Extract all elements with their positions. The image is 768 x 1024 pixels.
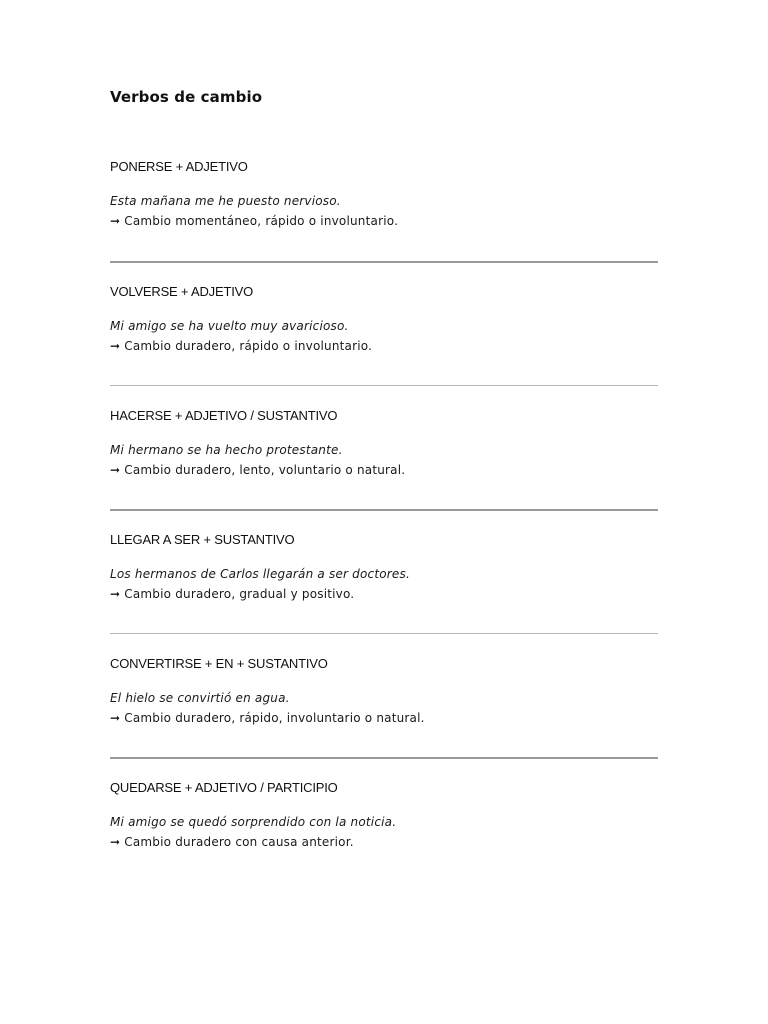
section-example: Los hermanos de Carlos llegarán a ser doctores. — [110, 567, 410, 581]
section-heading: QUEDARSE + ADJETIVO / PARTICIPIO — [110, 780, 338, 795]
section-example: Mi hermano se ha hecho protestante. — [110, 443, 343, 457]
arrow-right-icon: ➞ — [110, 587, 121, 601]
section-note-text: Cambio duradero con causa anterior. — [124, 835, 354, 849]
section-heading: VOLVERSE + ADJETIVO — [110, 284, 253, 299]
section-note — [110, 338, 658, 354]
section-note-text: Cambio duradero, rápido o involuntario. — [124, 339, 373, 353]
section-volverse — [110, 284, 658, 354]
section-note-text: Cambio duradero, lento, voluntario o natural. — [124, 463, 406, 477]
section-note-text: Cambio duradero, gradual y positivo. — [124, 587, 355, 601]
section-divider — [110, 385, 658, 386]
section-heading: LLEGAR A SER + SUSTANTIVO — [110, 532, 295, 547]
section-quedarse — [110, 780, 658, 850]
section-example: Mi amigo se ha vuelto muy avaricioso. — [110, 319, 349, 333]
section-heading: CONVERTIRSE + EN + SUSTANTIVO — [110, 656, 328, 671]
section-note — [110, 834, 658, 850]
section-note — [110, 213, 658, 229]
section-note-text: Cambio momentáneo, rápido o involuntario. — [124, 214, 399, 228]
section-divider — [110, 261, 658, 263]
section-llegar-a-ser — [110, 532, 658, 602]
section-note — [110, 586, 658, 602]
section-divider — [110, 509, 658, 511]
section-divider — [110, 633, 658, 634]
section-example: El hielo se convirtió en agua. — [110, 691, 290, 705]
section-note-text: Cambio duradero, rápido, involuntario o natural. — [124, 711, 425, 725]
arrow-right-icon: ➞ — [110, 835, 121, 849]
arrow-right-icon: ➞ — [110, 339, 121, 353]
section-heading: PONERSE + ADJETIVO — [110, 159, 248, 174]
section-heading: HACERSE + ADJETIVO / SUSTANTIVO — [110, 408, 338, 423]
section-hacerse — [110, 408, 658, 478]
arrow-right-icon: ➞ — [110, 711, 121, 725]
section-note — [110, 462, 658, 478]
section-example: Esta mañana me he puesto nervioso. — [110, 194, 341, 208]
section-ponerse — [110, 159, 658, 229]
section-note — [110, 710, 658, 726]
document-title: Verbos de cambio — [110, 88, 263, 106]
section-divider — [110, 757, 658, 759]
arrow-right-icon: ➞ — [110, 214, 121, 228]
section-convertirse — [110, 656, 658, 726]
arrow-right-icon: ➞ — [110, 463, 121, 477]
section-example: Mi amigo se quedó sorprendido con la noticia. — [110, 815, 397, 829]
